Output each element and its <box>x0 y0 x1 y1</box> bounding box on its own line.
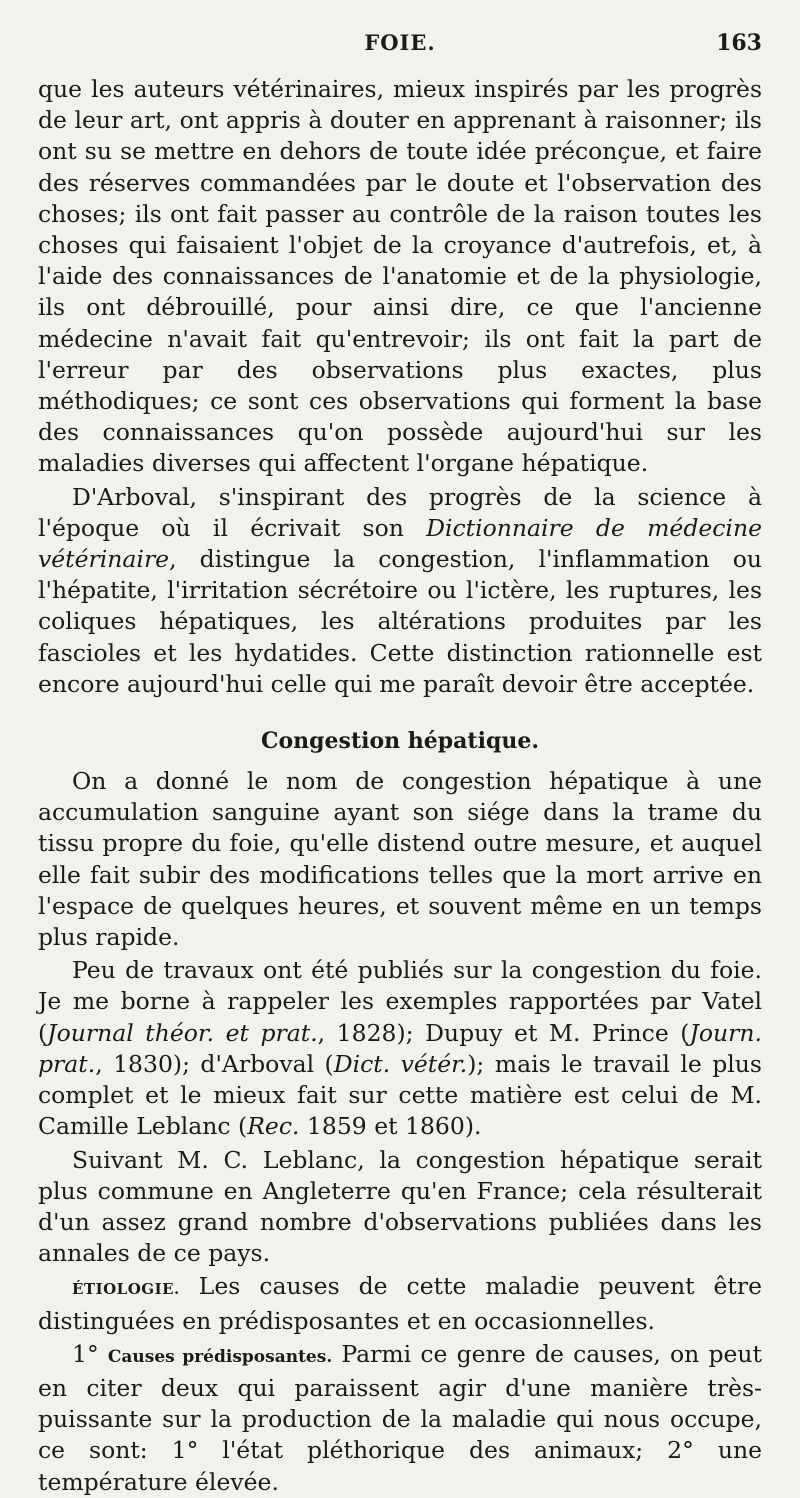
book-title: Dictionnaire de médecine vétérinaire <box>38 513 762 574</box>
citation: Journal théor. et prat. <box>47 1018 318 1047</box>
paragraph: que les auteurs vétérinaires, mieux inspirés par les progrès de leur art, ont appris à douter en apprenant à raisonner; ils ont su se mettre en dehors de toute idée préconçue, et faire des réserves commandées par le doute et l'observation des choses; ils ont fait passer au contrôle de la raison toutes les choses qui faisaient l'objet de la croyance d'autrefois, et, à l'aide des connaissances de l'anatomie et de la physiologie, ils ont débrouillé, pour ainsi dire, ce que l'ancienne médecine n'avait fait qu'entrevoir; ils ont fait la part de l'erreur par des observations plus exactes, plus méthodiques; ce sont ces observations qui forment la base des connaissances qu'on possède aujourd'hui sur les maladies diverses qui affectent l'organe hépatique. <box>38 75 762 478</box>
page-number: 163 <box>716 30 762 56</box>
paragraph: Peu de travaux ont été publiés sur la congestion du foie. Je me borne à rappeler les exemples rapportées par Vatel (Journal théor. et prat., 1828); Dupuy et M. Prince (Journ. prat., 1830); d'Arboval (Dict. vétér.); mais le travail le plus complet et le mieux fait sur cette matière est celui de M. Camille Leblanc (Rec. 1859 et 1860). <box>38 956 762 1141</box>
citation: Rec. <box>247 1112 300 1141</box>
citation: Dict. vétér. <box>333 1049 468 1078</box>
running-head <box>38 30 762 74</box>
citation: Journ. prat. <box>38 1018 762 1078</box>
paragraph: On a donné le nom de congestion hépatique à une accumulation sanguine ayant son siége dans la trame du tissu propre du foie, qu'elle distend outre mesure, et auquel elle fait subir des modifications telles que la mort arrive en l'espace de quelques heures, et souvent même en un temps plus rapide. <box>38 767 762 952</box>
paragraph: ÉTIOLOGIE. Les causes de cette maladie peuvent être distinguées en prédisposantes et en occasionnelles. <box>38 1272 762 1335</box>
running-title: FOIE. <box>364 30 436 55</box>
paragraph: 1° Causes prédisposantes. Parmi ce genre de causes, on peut en citer deux qui paraissent agir d'une manière très-puissante sur la production de la maladie qui nous occupe, ce sont: 1° l'état pléthorique des animaux; 2° une température élevée. <box>38 1339 762 1496</box>
section-heading: Congestion hépatique. <box>261 728 539 755</box>
subsection-label: ÉTIOLOGIE. <box>72 1280 180 1299</box>
paragraph: D'Arboval, s'inspirant des progrès de la science à l'époque où il écrivait son Dictionnaire de médecine vétérinaire, distingue la congestion, l'inflammation ou l'hépatite, l'irritation sécrétoire ou l'ictère, les ruptures, les coliques hépatiques, les altérations produites par les fascioles et les hydatides. Cette distinction rationnelle est encore aujourd'hui celle qui me paraît devoir être acceptée. <box>38 482 762 698</box>
subsection-label: Causes prédisposantes. <box>107 1346 333 1367</box>
paragraph: Suivant M. C. Leblanc, la congestion hépatique serait plus commune en Angleterre qu'en France; cela résulterait d'un assez grand nombre d'observations publiées dans les annales de ce pays. <box>38 1145 762 1268</box>
